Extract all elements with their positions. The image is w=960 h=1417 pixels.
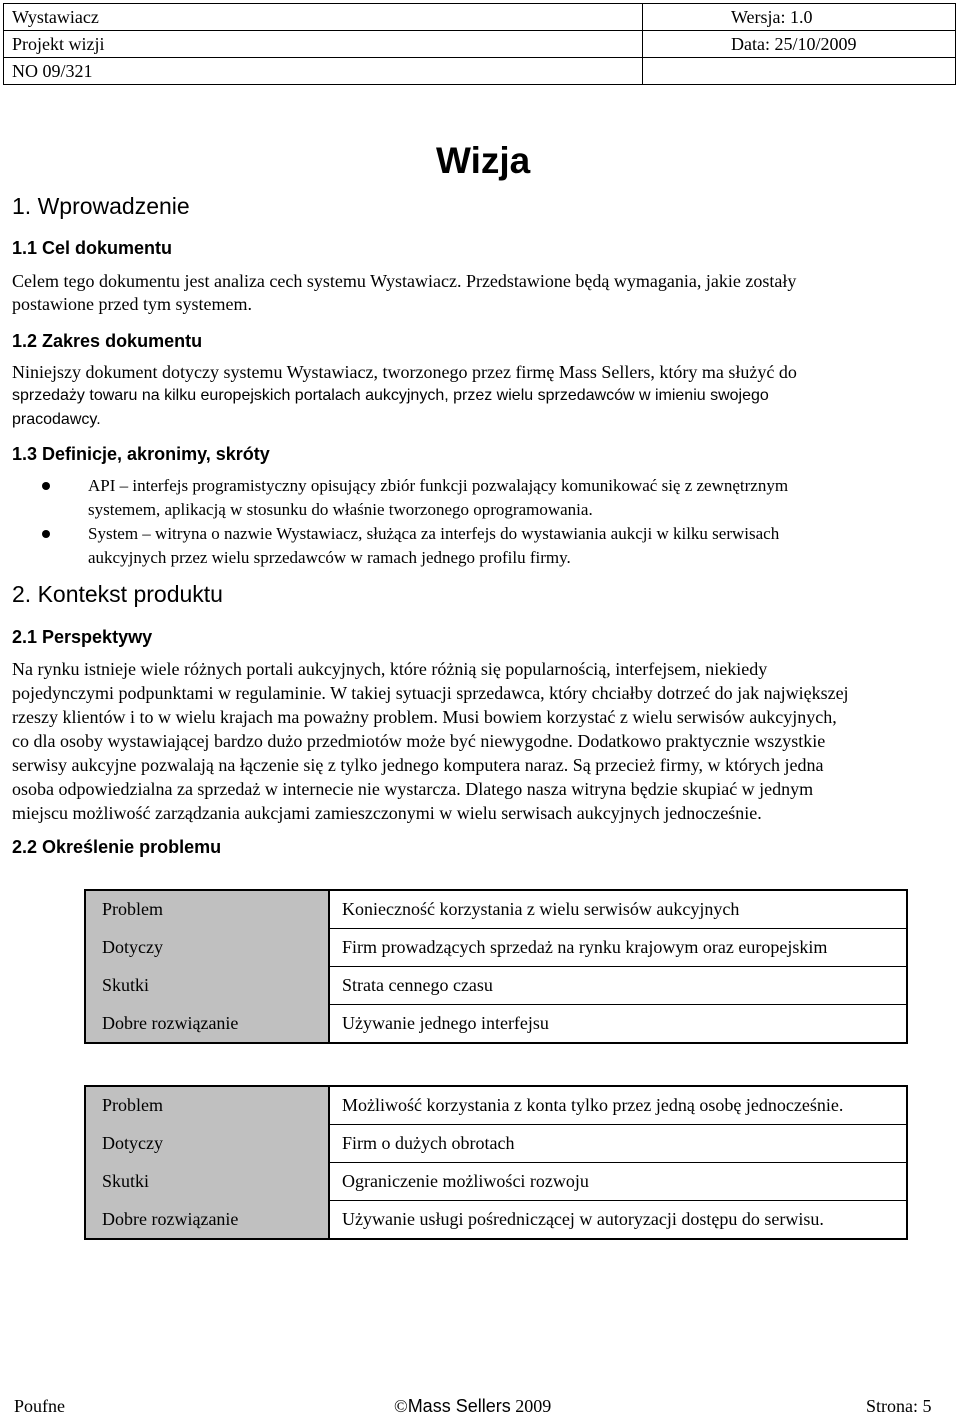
document-header [3,3,956,85]
heading-1-3: 1.3 Definicje, akronimy, skróty [12,444,270,464]
heading-1-2: 1.2 Zakres dokumentu [12,331,203,351]
table-row [85,929,907,967]
heading-2-1: 2.1 Perspektywy [12,627,153,647]
footer-confidential: Poufne [14,1396,65,1416]
table-value: Ograniczenie możliwości rozwoju [329,1163,907,1201]
table-value: Strata cennego czasu [329,967,907,1005]
table-value: Używanie usługi pośredniczącej w autoryzacji dostępu do serwisu. [342,1209,824,1229]
table-key: Skutki [85,1163,329,1201]
table-row [85,890,907,929]
footer-copyright [394,1396,551,1417]
bullet-icon [42,530,50,538]
table-value: Możliwość korzystania z konta tylko przez jedną osobę jednocześnie. [329,1086,907,1125]
heading-2-2: 2.2 Określenie problemu [12,837,222,857]
problem-table-1 [84,889,908,1044]
heading-1-1: 1.1 Cel dokumentu [12,238,173,258]
header-doc: Projekt wizji [4,31,643,58]
table-row [85,1086,907,1125]
table-row [85,1201,907,1240]
heading-1: 1. Wprowadzenie [12,193,190,219]
table-row [85,1125,907,1163]
paragraph-1-1-line1: Celem tego dokumentu jest analiza cech systemu Wystawiacz. Przedstawione będą wymagania, jakie zostały [12,271,797,291]
table-key: Dotyczy [85,929,329,967]
bullet-icon [42,482,50,490]
paragraph-1-1-line2: postawione przed tym systemem. [12,294,252,314]
header-app: Wystawiacz [4,4,643,31]
definitions-list [42,474,942,570]
header-version: Wersja: 1.0 [643,4,956,31]
table-row [85,1005,907,1044]
table-value: Konieczność korzystania z wielu serwisów aukcyjnych [329,890,907,929]
table-key: Dobre rozwiązanie [85,1201,329,1240]
table-key: Problem [85,1086,329,1125]
table-key: Dobre rozwiązanie [85,1005,329,1044]
page-title: Wizja [436,140,531,181]
table-key: Dotyczy [85,1125,329,1163]
problem-table-2 [84,1085,908,1240]
definition-item: API – interfejs programistyczny opisujący zbiór funkcji pozwalający komunikować się z zewnętrznym systemem, aplikacją w stosunku do właśnie tworzonego oprogramowania. [42,474,942,521]
paragraph-1-2-line1: Niniejszy dokument dotyczy systemu Wystawiacz, tworzonego przez firmę Mass Sellers, który ma służyć do [12,362,797,382]
paragraph-1-2-line3: pracodawcy. [12,411,101,428]
heading-2: 2. Kontekst produktu [12,581,223,607]
footer-company: Mass Sellers [407,1396,511,1416]
footer-page-number: Strona: 5 [866,1396,932,1416]
copyright-icon: © [394,1396,408,1416]
definition-item: System – witryna o nazwie Wystawiacz, służąca za interfejs do wystawiania aukcji w kilku serwisach aukcyjnych przez wielu sprzedawców w ramach jednego profilu firmy. [42,522,942,569]
paragraph-1-2-line2: sprzedaży towaru na kilku europejskich portalach aukcyjnych, przez wielu sprzedawców w imieniu swojego [12,387,769,404]
perspectives-paragraph: Na rynku istnieje wiele różnych portali aukcyjnych, które różnią się popularnością, interfejsem, niekiedy pojedynczymi podpunktami w regulaminie. W takiej sytuacji sprzedawca, który chciałby dotrzeć do jak największej rzeszy klientów i to w wielu krajach ma poważny problem. Musi bowiem korzystać z wielu serwisów aukcyjnych, co dla osoby wystawiającej bardzo dużo przedmiotów może być niewygodne. Dodatkowo praktycznie wszystkie serwisy aukcyjne pozwalają na łączenie się z tylko jednego komputera naraz. Są przecież firmy, w których jedna osoba odpowiedzialna za sprzedaż w internecie nie wystarcza. Dlatego nasza witryna będzie skupiać w jednym miejscu możliwość zarządzania aukcjami zamieszczonymi w wielu serwisach aukcyjnych jednocześnie. [12,659,849,823]
header-ref: NO 09/321 [4,58,643,85]
table-value: Firm prowadzących sprzedaż na rynku krajowym oraz europejskim [329,929,907,967]
table-value: Firm o dużych obrotach [329,1125,907,1163]
table-value: Używanie jednego interfejsu [342,1013,549,1033]
table-key: Problem [85,890,329,929]
table-key: Skutki [85,967,329,1005]
header-date: Data: 25/10/2009 [643,31,956,58]
footer-year: 2009 [515,1396,552,1416]
table-row [85,967,907,1005]
table-row [85,1163,907,1201]
